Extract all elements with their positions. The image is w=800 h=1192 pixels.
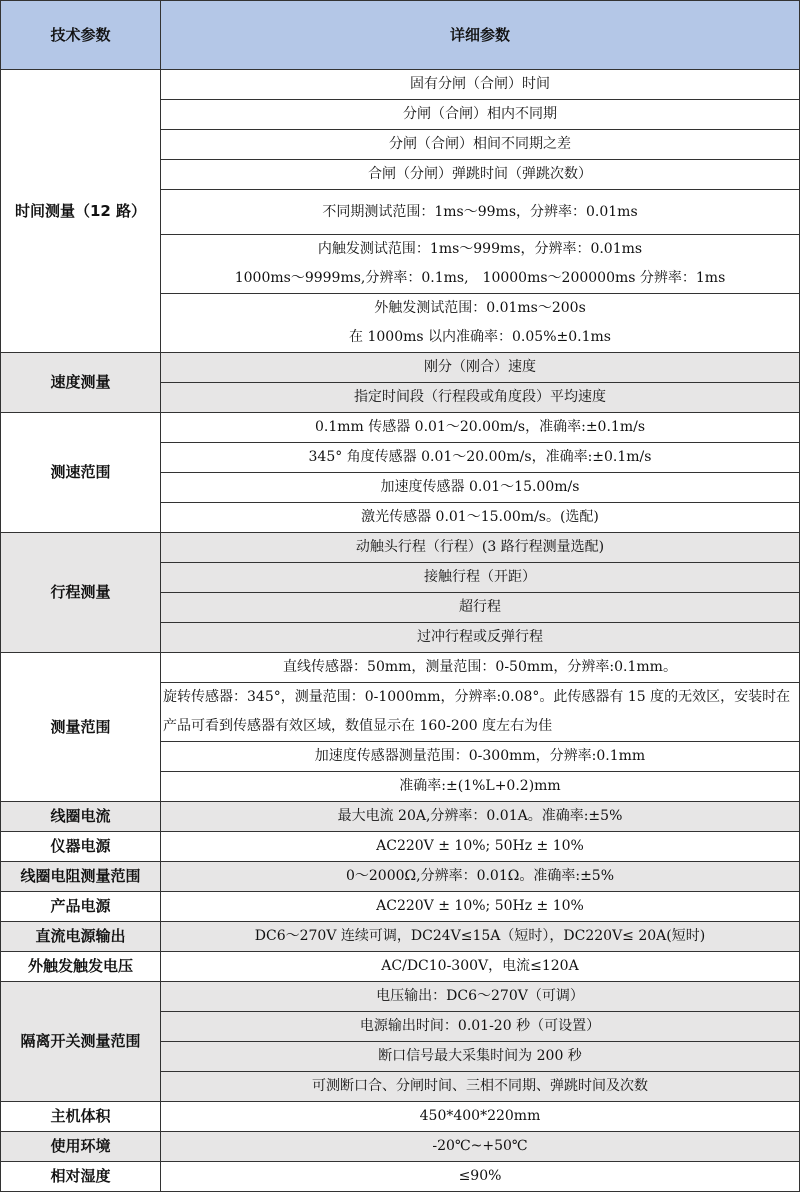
detail-line: 超行程	[459, 599, 501, 615]
param-name: 隔离开关测量范围	[1, 982, 161, 1102]
spec-body	[1, 70, 800, 1192]
param-detail	[161, 294, 800, 353]
param-detail	[161, 235, 800, 294]
table-row	[1, 982, 800, 1012]
detail-line: 450*400*220mm	[419, 1108, 541, 1124]
detail-line: ≤90%	[458, 1168, 502, 1184]
param-name: 速度测量	[1, 353, 161, 413]
param-detail	[161, 1102, 800, 1132]
detail-line: 加速度传感器 0.01～15.00m/s	[380, 479, 580, 495]
param-detail	[161, 1132, 800, 1162]
param-detail	[161, 413, 800, 443]
detail-line: 1000ms～9999ms,分辨率：0.1ms, 10000ms～200000ms 分辨率：1ms	[234, 270, 726, 286]
detail-line: 不同期测试范围：1ms～99ms，分辨率：0.01ms	[322, 203, 638, 220]
param-detail	[161, 952, 800, 982]
param-detail	[161, 1012, 800, 1042]
detail-line: 固有分闸（合闸）时间	[410, 76, 550, 92]
header-row	[1, 1, 800, 70]
param-detail	[161, 862, 800, 892]
param-name: 外触发触发电压	[1, 952, 161, 982]
table-row	[1, 1102, 800, 1132]
detail-line: 过冲行程或反弹行程	[417, 629, 543, 645]
table-row	[1, 653, 800, 683]
table-row	[1, 862, 800, 892]
param-name: 测速范围	[1, 413, 161, 533]
detail-line: DC6～270V 连续可调，DC24V≤15A（短时），DC220V≤ 20A(短时)	[254, 928, 706, 944]
detail-line: 0.1mm 传感器 0.01～20.00m/s，准确率:±0.1m/s	[314, 419, 646, 435]
param-detail	[161, 892, 800, 922]
detail-line: 内触发测试范围：1ms～999ms，分辨率：0.01ms	[317, 241, 643, 257]
param-detail	[161, 653, 800, 683]
param-detail	[161, 70, 800, 100]
detail-line: 可测断口合、分闸时间、三相不同期、弹跳时间及次数	[312, 1078, 648, 1094]
detail-line: 动触头行程（行程）(3 路行程测量选配)	[355, 539, 605, 555]
detail-line: 在 1000ms 以内准确率：0.05%±0.1ms	[349, 329, 611, 345]
table-row	[1, 533, 800, 563]
detail-line: 最大电流 20A,分辨率：0.01A。准确率:±5%	[337, 808, 623, 824]
param-detail	[161, 772, 800, 802]
param-name: 行程测量	[1, 533, 161, 653]
table-row	[1, 922, 800, 952]
param-detail	[161, 353, 800, 383]
detail-line: 加速度传感器测量范围：0-300mm，分辨率:0.1mm	[314, 748, 646, 764]
header-detail: 详细参数	[161, 1, 800, 70]
detail-line: AC220V ± 10%; 50Hz ± 10%	[376, 898, 584, 914]
param-detail	[161, 623, 800, 653]
param-detail	[161, 1162, 800, 1192]
param-name: 时间测量（12 路）	[1, 70, 161, 353]
detail-line: 电压输出：DC6～270V（可调）	[376, 988, 584, 1004]
param-detail	[161, 563, 800, 593]
detail-line: 激光传感器 0.01～15.00m/s。(选配)	[361, 509, 599, 525]
table-row	[1, 353, 800, 383]
param-name: 主机体积	[1, 1102, 161, 1132]
detail-line: 合闸（分闸）弹跳时间（弹跳次数）	[368, 166, 592, 182]
param-name: 使用环境	[1, 1132, 161, 1162]
detail-line: -20℃~+50℃	[432, 1138, 528, 1154]
param-detail	[161, 1042, 800, 1072]
param-detail	[161, 383, 800, 413]
param-name: 线圈电阻测量范围	[1, 862, 161, 892]
header-param: 技术参数	[1, 1, 161, 70]
param-detail	[161, 473, 800, 503]
detail-line: 接触行程（开距）	[424, 569, 536, 585]
detail-line: 分闸（合闸）相内不同期	[403, 106, 557, 122]
detail-line: 电源输出时间：0.01-20 秒（可设置）	[359, 1018, 601, 1034]
detail-line: 断口信号最大采集时间为 200 秒	[378, 1048, 582, 1064]
detail-line: 准确率:±(1%L+0.2)mm	[399, 778, 561, 794]
param-detail	[161, 443, 800, 473]
param-name: 线圈电流	[1, 802, 161, 832]
param-name: 测量范围	[1, 653, 161, 802]
param-detail	[161, 190, 800, 235]
table-row	[1, 952, 800, 982]
detail-line: 外触发测试范围：0.01ms～200s	[374, 300, 586, 316]
param-detail	[161, 683, 800, 742]
param-detail	[161, 593, 800, 623]
param-detail	[161, 832, 800, 862]
table-row	[1, 802, 800, 832]
detail-line: 直线传感器：50mm，测量范围：0-50mm，分辨率:0.1mm。	[283, 659, 677, 675]
detail-line: AC220V ± 10%; 50Hz ± 10%	[376, 838, 584, 854]
param-detail	[161, 503, 800, 533]
table-row	[1, 832, 800, 862]
param-name: 直流电源输出	[1, 922, 161, 952]
param-detail	[161, 802, 800, 832]
param-detail	[161, 922, 800, 952]
detail-line: 分闸（合闸）相间不同期之差	[389, 136, 571, 152]
table-row	[1, 1132, 800, 1162]
detail-line: 刚分（刚合）速度	[424, 359, 536, 375]
table-row	[1, 1162, 800, 1192]
param-name: 相对湿度	[1, 1162, 161, 1192]
detail-line: 旋转传感器：345°，测量范围：0-1000mm，分辨率:0.08°。此传感器有 15 度的无效区，安装时在产品可看到传感器有效区域，数值显示在 160-200 度左右为佳	[163, 689, 791, 734]
table-row	[1, 70, 800, 100]
table-row	[1, 413, 800, 443]
param-detail	[161, 1072, 800, 1102]
param-name: 产品电源	[1, 892, 161, 922]
param-detail	[161, 130, 800, 160]
param-detail	[161, 742, 800, 772]
detail-line: 345° 角度传感器 0.01～20.00m/s，准确率:±0.1m/s	[308, 449, 652, 465]
param-detail	[161, 982, 800, 1012]
table-row	[1, 892, 800, 922]
param-detail	[161, 533, 800, 563]
detail-line: 0～2000Ω,分辨率：0.01Ω。准确率:±5%	[345, 868, 615, 884]
param-detail	[161, 160, 800, 190]
detail-line: 指定时间段（行程段或角度段）平均速度	[354, 389, 606, 405]
detail-line: AC/DC10-300V，电流≤120A	[381, 958, 579, 974]
param-name: 仪器电源	[1, 832, 161, 862]
param-detail	[161, 100, 800, 130]
